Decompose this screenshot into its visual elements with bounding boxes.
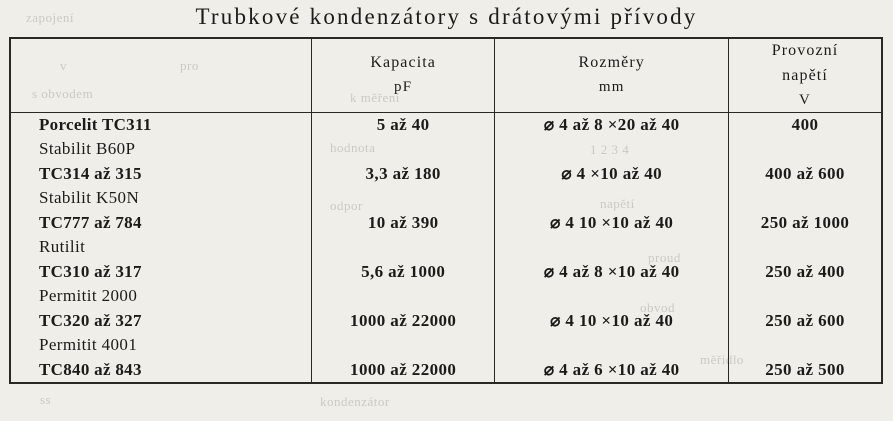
column-header-capacity-label: Kapacita — [370, 54, 436, 72]
list-item: Permitit 4001 — [39, 335, 138, 355]
cell-capacities — [312, 112, 495, 383]
column-header-voltage-label-line1: Provozní — [771, 42, 839, 59]
spacer — [312, 284, 494, 309]
list-item: Permitit 2000 — [39, 286, 138, 306]
spacer — [495, 186, 728, 211]
column-header-dimensions — [495, 39, 729, 113]
spacer — [312, 235, 494, 260]
list-item: 250 až 1000 — [760, 212, 850, 232]
bleed-mark: v — [60, 58, 67, 73]
list-item: 3,3 až 180 — [365, 163, 441, 183]
bleed-mark: odpor — [330, 198, 363, 213]
bleed-mark: hodnota — [330, 140, 376, 155]
bleed-mark: pro — [180, 58, 199, 73]
column-header-voltage — [729, 39, 882, 113]
list-item: TC777 až 784 — [39, 212, 142, 232]
list-item: 400 — [791, 114, 819, 134]
spacer — [729, 284, 881, 309]
column-header-designation — [11, 39, 312, 113]
spacer — [729, 235, 881, 260]
column-header-capacity-unit: pF — [394, 79, 413, 96]
list-item: Porcelit TC311 — [39, 114, 152, 134]
list-item: Stabilit B60P — [39, 139, 136, 159]
bleed-mark: napětí — [600, 196, 635, 211]
list-item: TC320 až 327 — [39, 310, 142, 330]
spacer — [495, 235, 728, 260]
spacer — [312, 186, 494, 211]
table-header — [11, 39, 882, 113]
spacer — [495, 284, 728, 309]
bleed-mark: s obvodem — [32, 86, 94, 101]
list-item: TC310 až 317 — [39, 261, 142, 281]
list-item: ⌀ 4 až 8 ×10 až 40 — [543, 261, 680, 281]
list-item: 1000 až 22000 — [350, 310, 457, 330]
table-body — [11, 112, 882, 383]
column-header-voltage-unit: V — [799, 91, 812, 108]
spacer — [312, 333, 494, 358]
voltage-list — [729, 113, 881, 383]
list-item: TC840 až 843 — [39, 359, 142, 379]
spacer — [495, 137, 728, 162]
list-item: TC314 až 315 — [39, 163, 142, 183]
designation-list — [11, 113, 311, 383]
list-item: 5,6 až 1000 — [361, 261, 446, 281]
spacer — [495, 333, 728, 358]
list-item: ⌀ 4 ×10 až 40 — [561, 163, 663, 183]
cell-dimensions — [495, 112, 729, 383]
bleed-mark: kondenzátor — [320, 394, 390, 409]
list-item: 250 až 500 — [765, 359, 845, 379]
spacer — [729, 333, 881, 358]
capacity-list — [312, 113, 494, 383]
bleed-mark: ss — [40, 392, 52, 407]
column-header-dimensions-label: Rozměry — [578, 54, 645, 72]
list-item: Stabilit K50N — [39, 188, 140, 208]
list-item: ⌀ 4 až 6 ×10 až 40 — [543, 359, 680, 379]
page-title: Trubkové kondenzátory s drátovými přívody — [195, 4, 698, 29]
capacitor-spec-table — [10, 38, 882, 383]
table-row — [11, 112, 882, 383]
spacer — [312, 137, 494, 162]
spacer — [729, 186, 881, 211]
list-item: 250 až 600 — [765, 310, 845, 330]
list-item: 1000 až 22000 — [350, 359, 457, 379]
list-item: ⌀ 4 až 8 ×20 až 40 — [543, 114, 680, 134]
list-item: 400 až 600 — [765, 163, 845, 183]
table-header-row — [11, 39, 882, 113]
list-item: 250 až 400 — [765, 261, 845, 281]
bleed-mark: proud — [648, 250, 681, 265]
bleed-mark: měřidlo — [700, 352, 744, 367]
list-item: ⌀ 4 10 ×10 až 40 — [550, 310, 674, 330]
list-item: 5 až 40 — [376, 114, 430, 134]
column-header-dimensions-unit: mm — [598, 79, 625, 96]
cell-designations — [11, 112, 312, 383]
bleed-mark: zapojení — [26, 10, 75, 25]
column-header-capacity — [312, 39, 495, 113]
dimension-list — [495, 113, 728, 383]
list-item: 10 až 390 — [367, 212, 439, 232]
list-item: Rutilit — [39, 237, 86, 257]
bleed-mark: 1 2 3 4 — [590, 142, 630, 157]
bleed-mark: k měření — [350, 90, 400, 105]
spacer — [729, 137, 881, 162]
column-header-voltage-label-line2: napětí — [782, 66, 828, 84]
list-item: ⌀ 4 10 ×10 až 40 — [550, 212, 674, 232]
bleed-mark: obvod — [640, 300, 675, 315]
cell-voltages — [729, 112, 882, 383]
